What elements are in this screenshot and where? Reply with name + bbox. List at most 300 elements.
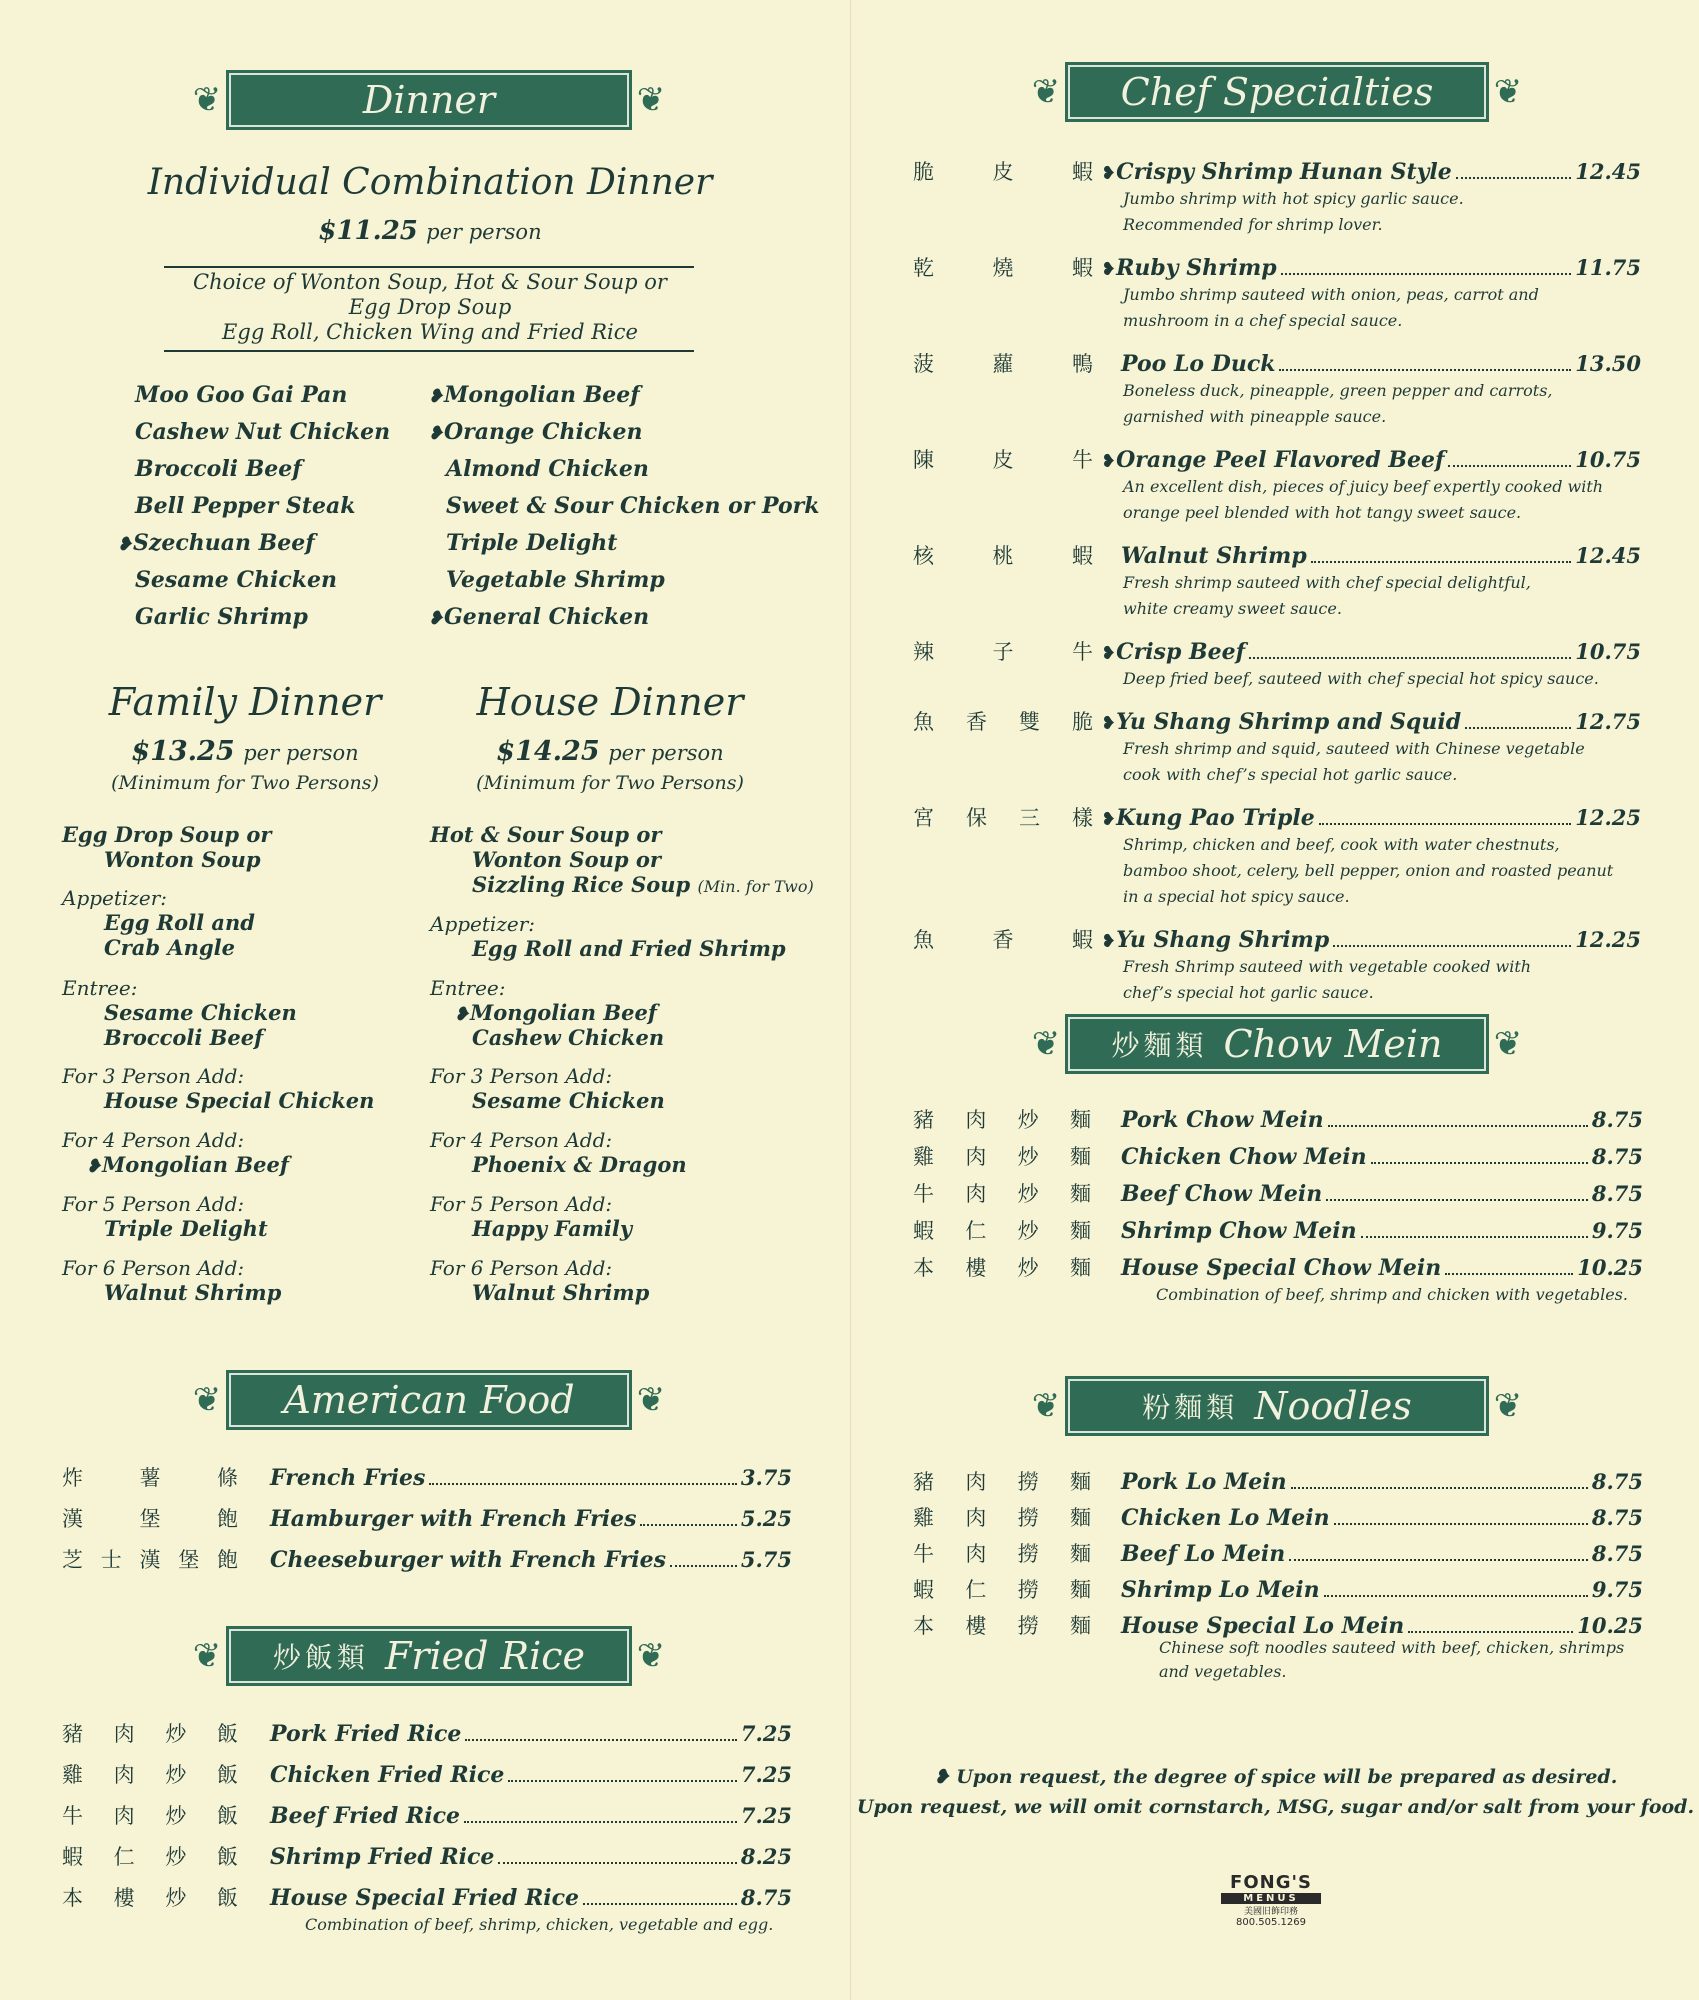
noodles-note-line: Chinese soft noodles sauteed with beef, chicken, shrimps: [1159, 1638, 1625, 1657]
description-line: chef’s special hot garlic sauce.: [1123, 983, 1374, 1002]
chinese-char: 肉: [113, 1804, 135, 1828]
family-appetizer: [104, 910, 255, 960]
chili-icon: ❥: [454, 1004, 470, 1025]
logo-phone: 800.505.1269: [1236, 1917, 1306, 1928]
chef-item: [913, 348, 1641, 378]
dot-leader: [465, 1739, 736, 1741]
combination-dinner-price: [120, 216, 740, 246]
chinese-char: 仁: [965, 1219, 987, 1243]
ornament-icon: ❦: [1031, 1024, 1061, 1064]
dot-leader: [429, 1483, 736, 1485]
description-line: orange peel blended with hot tangy sweet sauce.: [1123, 503, 1522, 522]
chinese-char: 牛: [913, 1542, 934, 1566]
chili-icon: ❥: [1101, 259, 1117, 280]
house-entree-label: Entree:: [430, 976, 506, 1000]
chinese-char: 豬: [913, 1108, 934, 1132]
chili-icon: ❥: [86, 1156, 102, 1177]
chinese-char: 樓: [965, 1256, 987, 1280]
chinese-char: 燒: [992, 256, 1014, 280]
chinese-char: 宮: [913, 806, 934, 830]
family-price-value: $13.25: [131, 736, 235, 767]
fried-rice-item-chinese: [62, 1759, 238, 1789]
combo-item-name: Garlic Shrimp: [135, 604, 308, 630]
combo-item-name: Triple Delight: [446, 530, 618, 556]
description-line: white creamy sweet sauce.: [1123, 599, 1342, 618]
family-add4-label: For 4 Person Add:: [62, 1128, 245, 1152]
chef-item-name: Ruby Shrimp: [1116, 255, 1277, 281]
chow-mein-item: [913, 1104, 1643, 1134]
chow-mein-item-name: Shrimp Chow Mein: [1121, 1218, 1357, 1244]
chinese-char: 樣: [1072, 806, 1093, 830]
combo-item: [428, 419, 643, 445]
family-add6: Walnut Shrimp: [104, 1280, 282, 1305]
chinese-char: 蝦: [1072, 160, 1093, 184]
chef-item-chinese: [913, 252, 1093, 282]
chinese-char: 炒: [1017, 1182, 1039, 1206]
chinese-char: 條: [217, 1466, 238, 1490]
combo-item: [135, 493, 355, 519]
spice-note-text: Upon request, the degree of spice will be prepared as desired.: [956, 1766, 1618, 1788]
chinese-char: 雙: [1019, 710, 1040, 734]
chinese-char: 魚: [913, 710, 934, 734]
dot-leader: [1324, 1595, 1588, 1597]
chinese-char: 本: [62, 1886, 83, 1910]
ornament-icon: ❦: [192, 80, 222, 120]
chinese-char: 雞: [62, 1763, 83, 1787]
house-soup-note: (Min. for Two): [697, 877, 814, 896]
combo-item-name: Cashew Nut Chicken: [135, 419, 391, 445]
house-soup-line: Hot & Sour Soup or: [430, 822, 662, 847]
chinese-char: 蝦: [62, 1845, 83, 1869]
noodles-banner-title: Noodles: [1254, 1384, 1412, 1428]
dot-leader: [1328, 1125, 1588, 1127]
chef-item-description: [1123, 186, 1464, 238]
family-entree-line: Broccoli Beef: [104, 1025, 264, 1050]
chef-item-description: [1123, 282, 1539, 334]
chef-item-description: [1123, 832, 1613, 910]
noodle-item-price: 8.75: [1591, 1505, 1643, 1530]
chinese-char: 核: [913, 544, 934, 568]
combo-item: [135, 382, 347, 408]
chef-item-price: 12.25: [1575, 805, 1641, 830]
chef-item-description: [1123, 378, 1553, 430]
chinese-char: 樓: [965, 1614, 987, 1638]
chef-item-chinese: [913, 156, 1093, 186]
chef-item: [913, 802, 1641, 832]
chinese-char: 子: [992, 640, 1014, 664]
chinese-char: 肉: [965, 1506, 987, 1530]
dot-leader: [1311, 561, 1572, 563]
house-add3-label: For 3 Person Add:: [430, 1064, 613, 1088]
noodle-item-name: Chicken Lo Mein: [1121, 1505, 1330, 1531]
combo-item: [446, 493, 820, 519]
right-page: [850, 0, 1699, 2000]
chinese-char: 芝: [62, 1548, 83, 1572]
house-entree: [454, 1000, 665, 1050]
noodle-item: [913, 1538, 1643, 1568]
chili-icon: ❥: [428, 423, 444, 444]
combo-item: [135, 419, 390, 445]
family-entree-label: Entree:: [62, 976, 138, 1000]
divider: [164, 350, 694, 352]
dot-leader: [583, 1903, 737, 1905]
chinese-char: 仁: [965, 1578, 987, 1602]
fried-rice-item-name: Pork Fried Rice: [270, 1721, 462, 1747]
printer-logo: [1221, 1872, 1321, 1928]
chow-mein-banner-title: Chow Mein: [1223, 1022, 1443, 1066]
family-dinner-title: Family Dinner: [108, 680, 382, 724]
chinese-char: 麵: [1069, 1542, 1091, 1566]
includes-line: Choice of Wonton Soup, Hot & Sour Soup or: [193, 270, 667, 294]
chinese-char: 牛: [1072, 448, 1093, 472]
chef-item: [913, 636, 1641, 666]
chef-item-price: 10.75: [1575, 639, 1641, 664]
combo-item-name: Bell Pepper Steak: [135, 493, 356, 519]
ornament-icon: ❦: [192, 1380, 222, 1420]
fried-rice-item-price: 7.25: [740, 1803, 792, 1828]
chef-item-price: 12.45: [1575, 543, 1641, 568]
chinese-char: 肉: [965, 1182, 987, 1206]
noodle-item-chinese: [913, 1466, 1091, 1496]
chow-mein-item: [913, 1178, 1643, 1208]
chef-item-name: Crispy Shrimp Hunan Style: [1116, 159, 1452, 185]
house-add4: Phoenix & Dragon: [472, 1152, 687, 1177]
house-entree-line: Cashew Chicken: [472, 1025, 665, 1050]
family-add5-label: For 5 Person Add:: [62, 1192, 245, 1216]
chef-item: [913, 540, 1641, 570]
combo-item-name: General Chicken: [444, 604, 650, 630]
family-appetizer-label: Appetizer:: [62, 886, 167, 910]
chinese-char: 撈: [1017, 1506, 1039, 1530]
chinese-char: 脆: [1072, 710, 1093, 734]
logo-line: MENUS: [1221, 1893, 1321, 1904]
chef-item: [913, 252, 1641, 282]
description-line: Jumbo shrimp with hot spicy garlic sauce.: [1123, 189, 1464, 208]
chow-mein-banner: [1031, 1014, 1523, 1074]
ornament-icon: ❦: [192, 1636, 222, 1676]
chef-item-name: Kung Pao Triple: [1116, 805, 1315, 831]
chinese-char: 麵: [1069, 1145, 1091, 1169]
dot-leader: [670, 1565, 737, 1567]
house-add6-label: For 6 Person Add:: [430, 1256, 613, 1280]
description-line: An excellent dish, pieces of juicy beef expertly cooked with: [1123, 477, 1604, 496]
family-appetizer-line: Egg Roll and: [104, 910, 255, 935]
dot-leader: [1279, 369, 1571, 371]
chef-specialties-banner-title: Chef Specialties: [1120, 70, 1434, 114]
chinese-char: 炒: [165, 1722, 187, 1746]
noodles-banner: [1031, 1376, 1523, 1436]
combo-item: [446, 530, 617, 556]
fried-rice-item-name: Chicken Fried Rice: [270, 1762, 505, 1788]
chinese-char: 炒: [1017, 1256, 1039, 1280]
chinese-char: 香: [966, 710, 987, 734]
house-soup-line: [430, 872, 814, 897]
chinese-char: 飯: [216, 1886, 238, 1910]
combo-item: [135, 567, 337, 593]
combo-item-name: Mongolian Beef: [444, 382, 640, 408]
chinese-char: 菠: [913, 352, 934, 376]
chinese-char: 雞: [913, 1145, 934, 1169]
chinese-char: 香: [992, 928, 1014, 952]
combo-item-name: Almond Chicken: [446, 456, 649, 482]
combination-includes: [120, 270, 740, 345]
combo-item: [117, 530, 315, 556]
chow-mein-item-price: 9.75: [1591, 1218, 1643, 1243]
ornament-icon: ❦: [1493, 1024, 1523, 1064]
house-add4-label: For 4 Person Add:: [430, 1128, 613, 1152]
chinese-char: 三: [1019, 806, 1040, 830]
ornament-icon: ❦: [636, 1380, 666, 1420]
noodle-item-chinese: [913, 1502, 1091, 1532]
chinese-char: 士: [100, 1548, 122, 1572]
fried-rice-item-price: 8.25: [740, 1844, 792, 1869]
chinese-char: 麵: [1069, 1578, 1091, 1602]
chinese-char: 飯: [216, 1845, 238, 1869]
chinese-char: 堡: [139, 1507, 161, 1531]
chow-mein-item-name: Pork Chow Mein: [1121, 1107, 1324, 1133]
dot-leader: [1281, 273, 1572, 275]
chili-icon: ❥: [117, 534, 133, 555]
logo-name: FONG'S: [1230, 1872, 1312, 1893]
description-line: in a special hot spicy sauce.: [1123, 887, 1350, 906]
chinese-char: 蝦: [1072, 256, 1093, 280]
chinese-char: 麵: [1069, 1219, 1091, 1243]
chow-mein-item: [913, 1252, 1643, 1282]
chinese-char: 飯: [216, 1804, 238, 1828]
american-item-chinese: [62, 1462, 238, 1492]
dot-leader: [1456, 177, 1571, 179]
noodle-item-name: Beef Lo Mein: [1121, 1541, 1286, 1567]
chinese-char: 豬: [913, 1470, 934, 1494]
noodle-item-price: 9.75: [1591, 1577, 1643, 1602]
fried-rice-item-price: 7.25: [740, 1721, 792, 1746]
description-line: Recommended for shrimp lover.: [1123, 215, 1383, 234]
combo-item: [135, 604, 308, 630]
chow-mein-item-chinese: [913, 1141, 1091, 1171]
combo-item-name: Szechuan Beef: [133, 530, 315, 556]
dinner-banner: [192, 70, 666, 130]
fried-rice-note: Combination of beef, shrimp, chicken, vegetable and egg.: [305, 1915, 774, 1934]
noodles-note-line: and vegetables.: [1159, 1662, 1287, 1681]
ornament-icon: ❦: [636, 1636, 666, 1676]
chinese-char: 堡: [178, 1548, 200, 1572]
description-line: cook with chef’s special hot garlic sauce.: [1123, 765, 1458, 784]
ornament-icon: ❦: [1031, 72, 1061, 112]
chinese-char: 麵: [1069, 1614, 1091, 1638]
chef-item-name: Yu Shang Shrimp and Squid: [1116, 709, 1462, 735]
fried-rice-item-price: 8.75: [740, 1885, 792, 1910]
description-line: mushroom in a chef special sauce.: [1123, 311, 1403, 330]
house-appetizer-label: Appetizer:: [430, 912, 535, 936]
chinese-char: 雞: [913, 1506, 934, 1530]
chinese-char: 鴨: [1072, 352, 1093, 376]
chinese-char: 炒: [165, 1763, 187, 1787]
family-price-unit: per person: [243, 741, 359, 765]
noodle-item-price: 8.75: [1591, 1541, 1643, 1566]
dot-leader: [498, 1862, 736, 1864]
family-add3: House Special Chicken: [104, 1088, 375, 1113]
dot-leader: [464, 1821, 737, 1823]
chow-mein-note: Combination of beef, shrimp and chicken with vegetables.: [1156, 1285, 1628, 1304]
chinese-char: 薯: [139, 1466, 161, 1490]
house-add5: Happy Family: [472, 1216, 633, 1241]
chow-mein-item: [913, 1141, 1643, 1171]
family-add6-label: For 6 Person Add:: [62, 1256, 245, 1280]
fried-rice-banner-title: Fried Rice: [384, 1634, 586, 1678]
dot-leader: [1291, 1487, 1588, 1489]
chinese-char: 撈: [1017, 1542, 1039, 1566]
family-dinner-price: [80, 736, 410, 767]
description-line: Fresh shrimp sauteed with chef special delightful,: [1123, 573, 1531, 592]
chinese-char: 蝦: [913, 1219, 934, 1243]
fried-rice-item: [62, 1841, 792, 1871]
chinese-char: 脆: [913, 160, 934, 184]
chinese-char: 撈: [1017, 1578, 1039, 1602]
chow-mein-item-price: 8.75: [1591, 1107, 1643, 1132]
chinese-char: 飽: [217, 1548, 238, 1572]
chinese-char: 乾: [913, 256, 934, 280]
chef-item-chinese: [913, 706, 1093, 736]
fried-rice-item-name: Shrimp Fried Rice: [270, 1844, 495, 1870]
chef-item-chinese: [913, 540, 1093, 570]
house-dinner-title: House Dinner: [476, 680, 744, 724]
chinese-char: 麵: [1069, 1256, 1091, 1280]
chinese-char: 飯: [216, 1722, 238, 1746]
dot-leader: [1361, 1236, 1588, 1238]
chef-item-description: [1123, 666, 1599, 692]
combo-item-name: Sesame Chicken: [135, 567, 337, 593]
house-soup-line: Wonton Soup or: [472, 847, 661, 872]
noodle-item-chinese: [913, 1610, 1091, 1640]
chinese-char: 麵: [1069, 1470, 1091, 1494]
house-add5-label: For 5 Person Add:: [430, 1192, 613, 1216]
combo-item: [446, 456, 649, 482]
chinese-char: 肉: [965, 1542, 987, 1566]
dot-leader: [1333, 945, 1571, 947]
chili-icon: ❥: [1101, 931, 1117, 952]
chinese-char: 肉: [113, 1763, 135, 1787]
chinese-char: 漢: [62, 1507, 83, 1531]
dot-leader: [1326, 1199, 1588, 1201]
combination-price-value: $11.25: [318, 216, 418, 246]
chef-specialties-banner: [1031, 62, 1523, 122]
dot-leader: [1319, 823, 1571, 825]
chinese-char: 皮: [992, 448, 1014, 472]
american-item-name: Hamburger with French Fries: [270, 1506, 637, 1532]
fried-rice-item-name: Beef Fried Rice: [270, 1803, 460, 1829]
chow-mein-item-chinese: [913, 1178, 1091, 1208]
fried-rice-item: [62, 1718, 792, 1748]
combo-item: [428, 382, 640, 408]
chili-icon: ❥: [1101, 643, 1117, 664]
combo-item: [446, 567, 665, 593]
chinese-char: 本: [913, 1256, 934, 1280]
dot-leader: [1371, 1162, 1588, 1164]
description-line: Fresh Shrimp sauteed with vegetable cooked with: [1123, 957, 1532, 976]
noodle-item-chinese: [913, 1538, 1091, 1568]
chow-mein-item-price: 8.75: [1591, 1144, 1643, 1169]
combo-item-name: Sweet & Sour Chicken or Pork: [446, 493, 820, 519]
chinese-char: 麵: [1069, 1108, 1091, 1132]
spice-note: [851, 1766, 1699, 1788]
chinese-char: 蝦: [913, 1578, 934, 1602]
chow-mein-item-price: 8.75: [1591, 1181, 1643, 1206]
chef-item-price: 11.75: [1575, 255, 1641, 280]
american-item-name: Cheeseburger with French Fries: [270, 1547, 667, 1573]
chow-mein-item-chinese: [913, 1215, 1091, 1245]
combo-item-name: Orange Chicken: [444, 419, 643, 445]
dot-leader: [1465, 727, 1571, 729]
family-add4-name: Mongolian Beef: [102, 1152, 289, 1177]
chef-item: [913, 444, 1641, 474]
includes-line: Egg Drop Soup: [348, 295, 512, 319]
chef-item-name: Yu Shang Shrimp: [1116, 927, 1330, 953]
description-line: Shrimp, chicken and beef, cook with water chestnuts,: [1123, 835, 1560, 854]
chinese-char: 豬: [62, 1722, 83, 1746]
house-minimum: (Minimum for Two Persons): [476, 772, 744, 794]
american-item: [62, 1544, 792, 1574]
chinese-char: 撈: [1017, 1470, 1039, 1494]
noodle-item-name: House Special Lo Mein: [1121, 1613, 1405, 1639]
chef-item-price: 13.50: [1575, 351, 1641, 376]
house-appetizer: Egg Roll and Fried Shrimp: [472, 936, 786, 961]
noodles-banner-cn: 粉麵類: [1142, 1391, 1239, 1424]
description-line: garnished with pineapple sauce.: [1123, 407, 1387, 426]
chinese-char: 炒: [165, 1845, 187, 1869]
chinese-char: 麵: [1069, 1506, 1091, 1530]
house-dinner-price: [445, 736, 775, 767]
chinese-char: 肉: [965, 1470, 987, 1494]
chef-item-description: [1123, 736, 1585, 788]
dot-leader: [508, 1780, 736, 1782]
chef-item-chinese: [913, 924, 1093, 954]
chef-item: [913, 706, 1641, 736]
house-price-value: $14.25: [496, 736, 600, 767]
american-item: [62, 1462, 792, 1492]
chef-item-description: [1123, 570, 1531, 622]
american-item: [62, 1503, 792, 1533]
american-item-price: 5.75: [740, 1547, 792, 1572]
chinese-char: 飯: [216, 1763, 238, 1787]
chef-item-name: Crisp Beef: [1116, 639, 1246, 665]
house-entree-1: Mongolian Beef: [470, 1000, 657, 1025]
chef-item-chinese: [913, 636, 1093, 666]
chef-item-chinese: [913, 802, 1093, 832]
dot-leader: [1334, 1523, 1588, 1525]
noodle-item-name: Pork Lo Mein: [1121, 1469, 1287, 1495]
chinese-char: 辣: [913, 640, 934, 664]
chinese-char: 桃: [992, 544, 1014, 568]
fried-rice-banner: [192, 1626, 666, 1686]
chili-icon: ❥: [1101, 809, 1117, 830]
combo-item-name: Vegetable Shrimp: [446, 567, 665, 593]
chinese-char: 麵: [1069, 1182, 1091, 1206]
house-soup-3: Sizzling Rice Soup: [472, 872, 691, 897]
chef-item-name: Walnut Shrimp: [1121, 543, 1307, 569]
ornament-icon: ❦: [1493, 72, 1523, 112]
chili-icon: ❥: [428, 608, 444, 629]
house-price-unit: per person: [608, 741, 724, 765]
family-appetizer-line: Crab Angle: [104, 935, 235, 960]
dot-leader: [640, 1524, 736, 1526]
fried-rice-banner-cn: 炒飯類: [272, 1641, 369, 1674]
chinese-char: 牛: [62, 1804, 83, 1828]
dot-leader: [1249, 657, 1571, 659]
chinese-char: 蝦: [1072, 544, 1093, 568]
fried-rice-item-chinese: [62, 1800, 238, 1830]
chef-item-description: [1123, 474, 1603, 526]
chef-item-price: 10.75: [1575, 447, 1641, 472]
